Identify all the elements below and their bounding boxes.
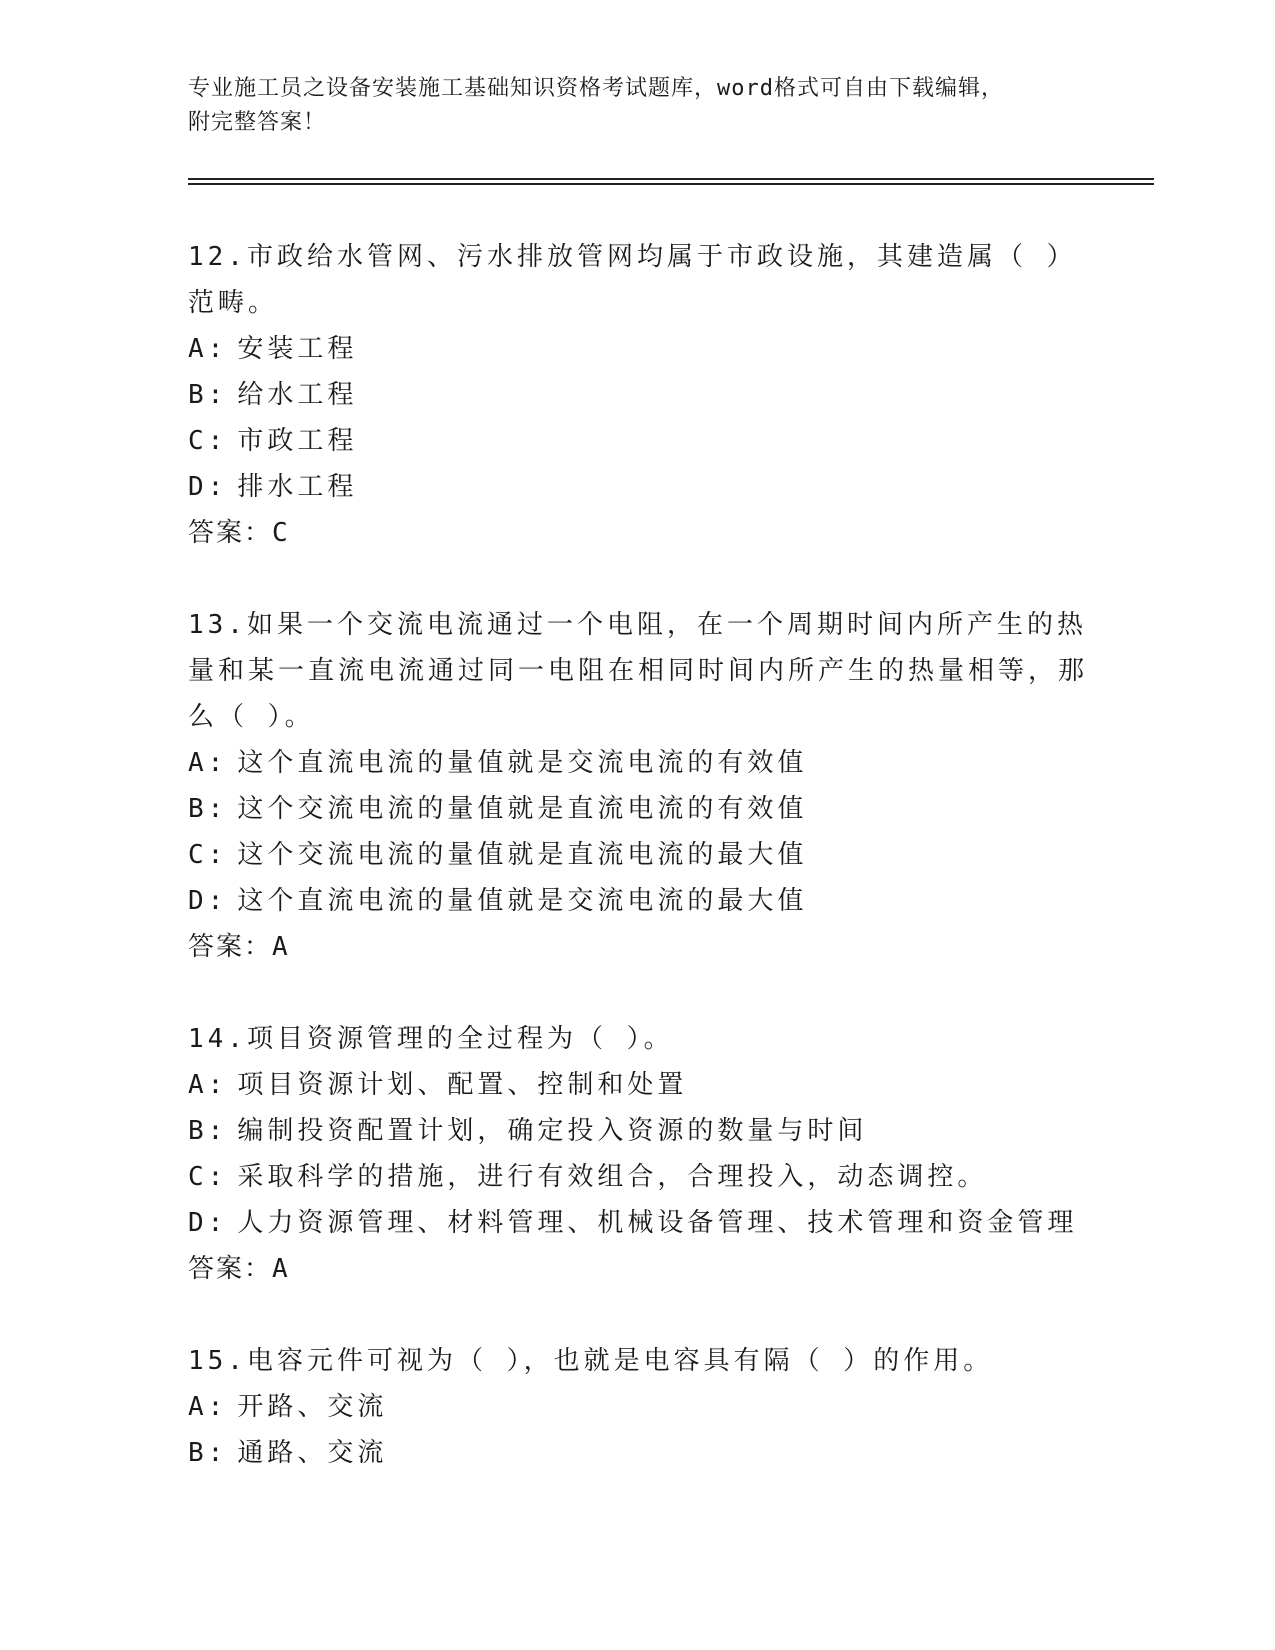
- answer-value: C: [272, 518, 290, 548]
- option-a: [188, 1384, 1088, 1430]
- option-label: B:: [188, 380, 228, 410]
- question-stem: 14.项目资源管理的全过程为（ ）。: [188, 1024, 674, 1054]
- answer-line: [188, 1246, 1088, 1292]
- option-a: [188, 326, 1088, 372]
- option-label: B:: [188, 794, 228, 824]
- option-label: C:: [188, 840, 228, 870]
- document-header: [188, 72, 1068, 140]
- option-d: [188, 1200, 1088, 1246]
- option-text: 这个直流电流的量值就是交流电流的有效值: [237, 748, 808, 778]
- answer-value: A: [272, 1254, 290, 1284]
- option-label: B:: [188, 1116, 228, 1146]
- question-stem: 15.电容元件可视为（ ），也就是电容具有隔（ ）的作用。: [188, 1346, 994, 1376]
- question-15: [188, 1338, 1088, 1476]
- option-text: 人力资源管理、材料管理、机械设备管理、技术管理和资金管理: [237, 1208, 1078, 1238]
- option-text: 市政工程: [237, 426, 358, 456]
- option-text: 安装工程: [237, 334, 358, 364]
- header-line-1: 专业施工员之设备安装施工基础知识资格考试题库，word格式可自由下载编辑，: [188, 76, 1004, 101]
- option-text: 项目资源计划、配置、控制和处置: [237, 1070, 688, 1100]
- option-label: D:: [188, 1208, 228, 1238]
- option-label: D:: [188, 472, 228, 502]
- answer-line: [188, 924, 1088, 970]
- option-c: [188, 832, 1088, 878]
- option-label: A:: [188, 1392, 228, 1422]
- option-label: A:: [188, 334, 228, 364]
- question-list: [188, 234, 1088, 1522]
- header-line-2: 附完整答案！: [188, 110, 327, 135]
- header-divider-top: [188, 178, 1154, 180]
- option-text: 编制投资配置计划，确定投入资源的数量与时间: [237, 1116, 868, 1146]
- answer-label: 答案：: [188, 1254, 273, 1284]
- option-b: [188, 372, 1088, 418]
- option-b: [188, 1430, 1088, 1476]
- header-divider-bottom: [188, 183, 1154, 185]
- option-label: B:: [188, 1438, 228, 1468]
- answer-label: 答案：: [188, 932, 273, 962]
- option-label: C:: [188, 426, 228, 456]
- option-c: [188, 1154, 1088, 1200]
- option-text: 给水工程: [237, 380, 358, 410]
- option-text: 这个交流电流的量值就是直流电流的有效值: [237, 794, 808, 824]
- option-b: [188, 786, 1088, 832]
- option-text: 采取科学的措施，进行有效组合，合理投入，动态调控。: [237, 1162, 988, 1192]
- question-stem: 12.市政给水管网、污水排放管网均属于市政设施，其建造属（ ）范畴。: [188, 242, 1077, 318]
- option-text: 开路、交流: [237, 1392, 388, 1422]
- option-a: [188, 740, 1088, 786]
- option-d: [188, 878, 1088, 924]
- question-13: [188, 602, 1088, 970]
- answer-line: [188, 510, 1088, 556]
- question-stem: 13.如果一个交流电流通过一个电阻，在一个周期时间内所产生的热量和某一直流电流通过同一电阻在相同时间内所产生的热量相等，那么（ ）。: [188, 610, 1089, 732]
- option-label: A:: [188, 748, 228, 778]
- question-12: [188, 234, 1088, 556]
- answer-value: A: [272, 932, 290, 962]
- option-text: 这个交流电流的量值就是直流电流的最大值: [237, 840, 808, 870]
- option-text: 通路、交流: [237, 1438, 388, 1468]
- option-d: [188, 464, 1088, 510]
- option-text: 这个直流电流的量值就是交流电流的最大值: [237, 886, 808, 916]
- option-label: D:: [188, 886, 228, 916]
- option-a: [188, 1062, 1088, 1108]
- option-b: [188, 1108, 1088, 1154]
- question-14: [188, 1016, 1088, 1292]
- option-c: [188, 418, 1088, 464]
- option-text: 排水工程: [237, 472, 358, 502]
- answer-label: 答案：: [188, 518, 273, 548]
- option-label: C:: [188, 1162, 228, 1192]
- option-label: A:: [188, 1070, 228, 1100]
